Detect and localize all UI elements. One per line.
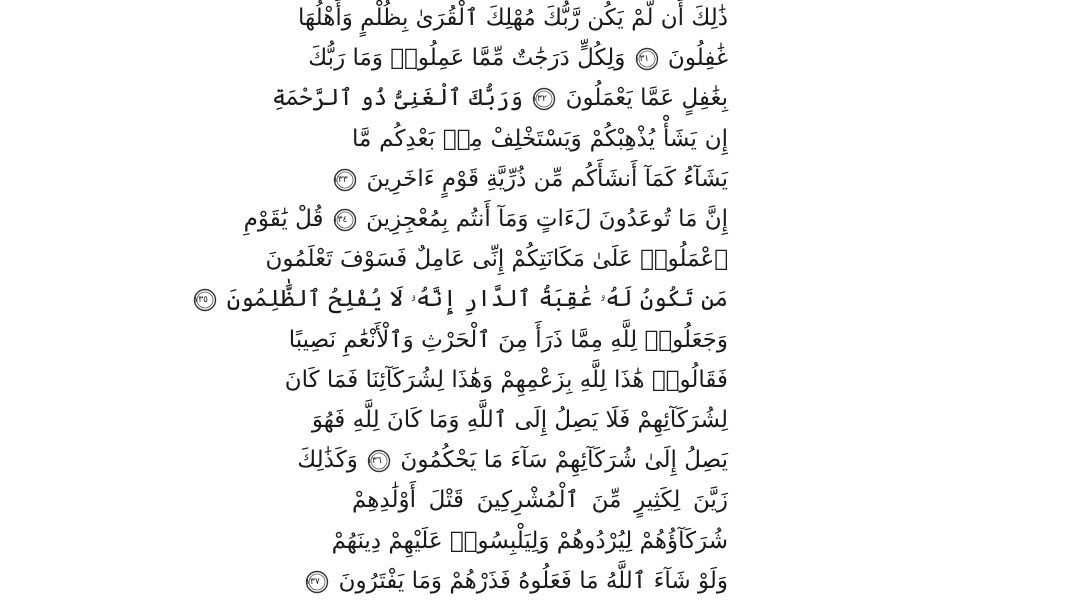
- ayah-number: ١٣٥: [193, 295, 208, 306]
- ayah-end-marker: [333, 168, 357, 192]
- verse-line: وَجَعَلُوا۟ لِلَّهِ مِمَّا ذَرَأَ مِنَ ٱلْحَرْثِ وَٱلْأَنْعَٰمِ نَصِيبًا: [288, 326, 728, 353]
- ayah-number: ١٣٤: [332, 215, 348, 225]
- verse-line: غَٰفِلُونَ ١٣١ وَلِكُلٍّ دَرَجَٰتٌ مِّمَّا عَمِلُوا۟ وَمَا رَبُّكَ: [308, 45, 728, 72]
- verse-line: فَقَالُوا۟ هَٰذَا لِلَّهِ بِزَعْمِهِمْ وَهَٰذَا لِشُرَكَآئِنَا فَمَا كَانَ: [284, 366, 728, 393]
- verse-line: زَيَّنَ لِكَثِيرٍ مِّنَ ٱلْمُشْرِكِينَ قَتْلَ أَوْلَٰدِهِمْ: [352, 487, 728, 514]
- verse-line: ٱعْمَلُوا۟ عَلَىٰ مَكَانَتِكُمْ إِنِّى عَامِلٌ فَسَوْفَ تَعْلَمُونَ: [265, 246, 728, 273]
- ayah-number: ١٣٢: [532, 94, 547, 105]
- verse-line: إِن يَشَأْ يُذْهِبْكُمْ وَيَسْتَخْلِفْ مِنۢ بَعْدِكُم مَّا: [352, 125, 728, 152]
- verse-line: يَصِلُ إِلَىٰ شُرَكَآئِهِمْ سَآءَ مَا يَحْكُمُونَ ١٣٦ وَكَذَٰلِكَ: [297, 447, 728, 474]
- ayah-end-marker: [305, 570, 329, 594]
- ayah-end-marker: [367, 449, 391, 473]
- ayah-end-marker: [635, 47, 659, 71]
- ayah-end-marker: [532, 87, 556, 111]
- ayah-number: ١٣٧: [305, 576, 320, 587]
- quran-page: [193, 0, 728, 607]
- verse-line: إِنَّ مَا تُوعَدُونَ لَءَاتٍ وَمَآ أَنتُم بِمُعْجِزِينَ ١٣٤ قُلْ يَٰقَوْمِ: [243, 206, 728, 232]
- ayah-end-marker: [333, 208, 357, 232]
- verse-line: يَشَآءُ كَمَآ أَنشَأَكُم مِّن ذُرِّيَّةِ قَوْمٍ ءَاخَرِينَ ١٣٣: [333, 165, 728, 192]
- ayah-number: ١٣٦: [367, 456, 382, 467]
- verse-line: بِغَٰفِلٍ عَمَّا يَعْمَلُونَ ١٣٢ وَرَبُّكَ ٱلْغَنِىُّ ذُو ٱلرَّحْمَةِ: [271, 85, 728, 112]
- verse-line: شُرَكَآؤُهُمْ لِيُرْدُوهُمْ وَلِيَلْبِسُوا۟ عَلَيْهِمْ دِينَهُمْ: [331, 527, 728, 554]
- verse-line: مَن تَكُونُ لَهُۥ عَٰقِبَةُ ٱلدَّارِ إِنَّهُۥ لَا يُفْلِحُ ٱلظَّٰلِمُونَ ١٣٥: [193, 286, 728, 313]
- verse-line: لِشُرَكَآئِهِمْ فَلَا يَصِلُ إِلَى ٱللَّهِ وَمَا كَانَ لِلَّهِ فَهُوَ: [311, 407, 728, 433]
- ayah-end-marker: [193, 288, 217, 312]
- ayah-number: ١٣١: [634, 54, 650, 65]
- verse-line: وَلَوْ شَآءَ ٱللَّهُ مَا فَعَلُوهُ فَذَرْهُمْ وَمَا يَفْتَرُونَ ١٣٧: [305, 567, 728, 594]
- ayah-number: ١٣٣: [333, 174, 348, 185]
- verse-line: ذَٰلِكَ أَن لَّمْ يَكُن رَّبُّكَ مُهْلِكَ ٱلْقُرَىٰ بِظُلْمٍ وَأَهْلُهَا: [298, 5, 728, 31]
